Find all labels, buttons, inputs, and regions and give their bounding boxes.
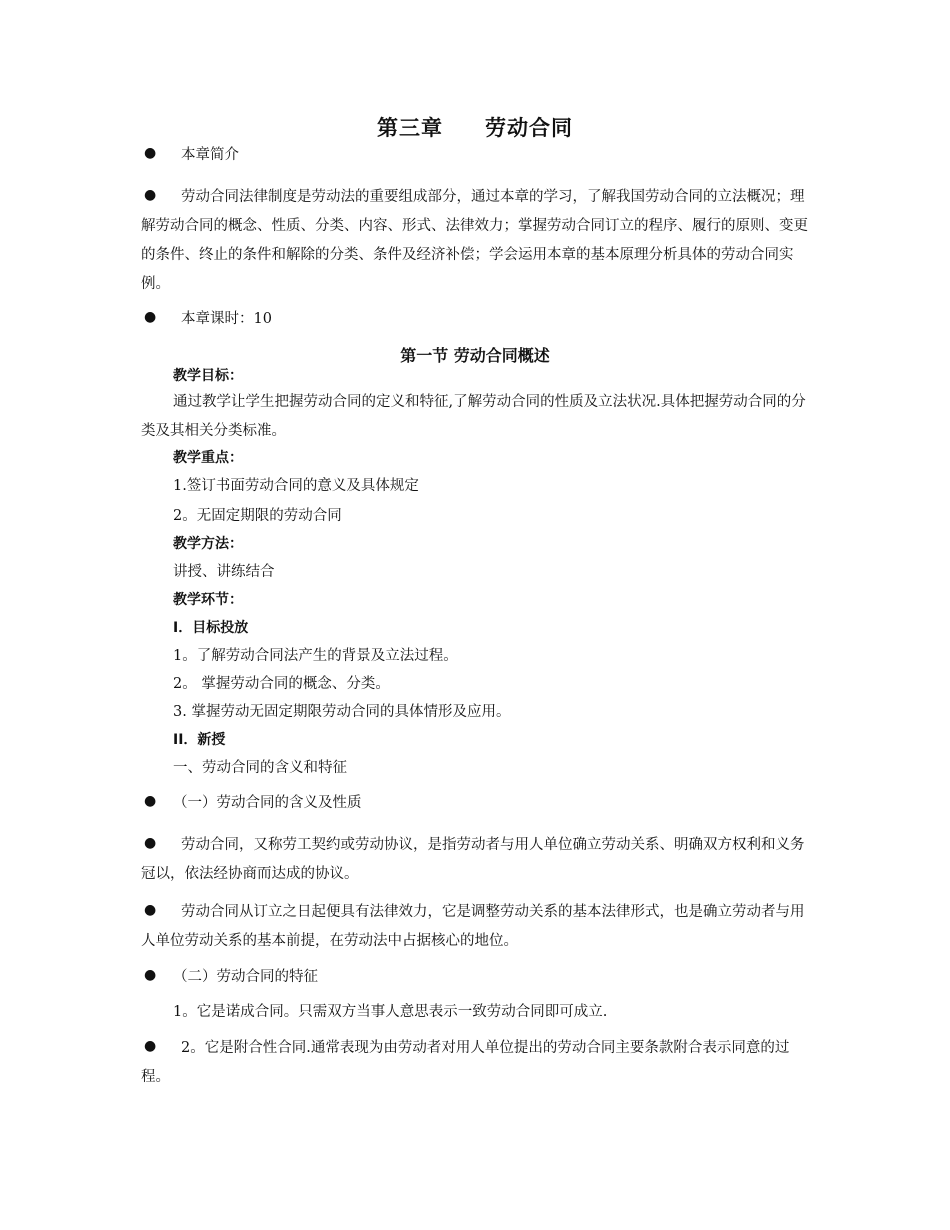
- subsection-heading: 一、劳动合同的含义和特征: [173, 760, 347, 776]
- key-point-2: 2。无固定期限的劳动合同: [173, 508, 342, 524]
- bullet-definition: ● 劳动合同，又称劳工契约或劳动协议，是指劳动者与用人单位确立劳动关系、明确双方权利和义务冠以，依法经协商而达成的协议。: [141, 831, 811, 889]
- section-title: 第一节 劳动合同概述: [400, 346, 550, 365]
- chapter-number: 第三章: [377, 116, 443, 140]
- step1-heading: I．目标投放: [173, 620, 249, 636]
- bullet-icon: ●: [144, 967, 157, 983]
- bullet-icon: ●: [144, 309, 157, 325]
- bullet-icon: ●: [144, 145, 157, 161]
- bullet-intro-text: ● 劳动合同法律制度是劳动法的重要组成部分，通过本章的学习，了解我国劳动合同的立法概况；理解劳动合同的概念、性质、分类、内容、形式、法律效力；掌握劳动合同订立的程序、履行的原则、变更的条件、终止的条件和解除的分类、条件及经济补偿；学会运用本章的基本原理分析具体的劳动合同实例。: [141, 183, 811, 299]
- step2-heading: II．新授: [173, 732, 226, 748]
- key-point-1: 1.签订书面劳动合同的意义及具体规定: [173, 478, 419, 494]
- bullet-icon: ●: [144, 835, 157, 851]
- key-heading: 教学重点：: [173, 450, 243, 466]
- bullet-intro-heading: ● 本章简介: [141, 141, 811, 170]
- bullet-icon: ●: [144, 1038, 157, 1054]
- chapter-title: [0, 112, 950, 142]
- step1-item-1: 1。了解劳动合同法产生的背景及立法过程。: [173, 648, 458, 664]
- step1-item-3: 3. 掌握劳动无固定期限劳动合同的具体情形及应用。: [173, 704, 511, 720]
- bullet-features-heading: ● （二）劳动合同的特征: [141, 963, 811, 992]
- bullet-legal-effect: ● 劳动合同从订立之日起便具有法律效力，它是调整劳动关系的基本法律形式，也是确立劳动者与用人单位劳动关系的基本前提，在劳动法中占据核心的地位。: [141, 898, 811, 956]
- goal-heading: 教学目标：: [173, 368, 243, 384]
- feature-1: 1。它是诺成合同。只需双方当事人意思表示一致劳动合同即可成立.: [173, 1004, 608, 1020]
- method-heading: 教学方法：: [173, 536, 243, 552]
- method-text: 讲授、讲练结合: [173, 564, 275, 580]
- bullet-meaning-heading: ● （一）劳动合同的含义及性质: [141, 789, 811, 818]
- chapter-name: 劳动合同: [485, 116, 573, 140]
- bullet-icon: ●: [144, 187, 157, 203]
- bullet-icon: ●: [144, 902, 157, 918]
- bullet-hours: ● 本章课时：10: [141, 305, 811, 334]
- step1-item-2: 2。 掌握劳动合同的概念、分类。: [173, 676, 390, 692]
- bullet-icon: ●: [144, 793, 157, 809]
- link-heading: 教学环节：: [173, 592, 243, 608]
- bullet-feature-2: ● 2。它是附合性合同.通常表现为由劳动者对用人单位提出的劳动合同主要条款附合表示同意的过程。: [141, 1034, 811, 1092]
- goal-text: 通过教学让学生把握劳动合同的定义和特征,了解劳动合同的性质及立法状况.具体把握劳动合同的分类及其相关分类标准。: [141, 394, 806, 439]
